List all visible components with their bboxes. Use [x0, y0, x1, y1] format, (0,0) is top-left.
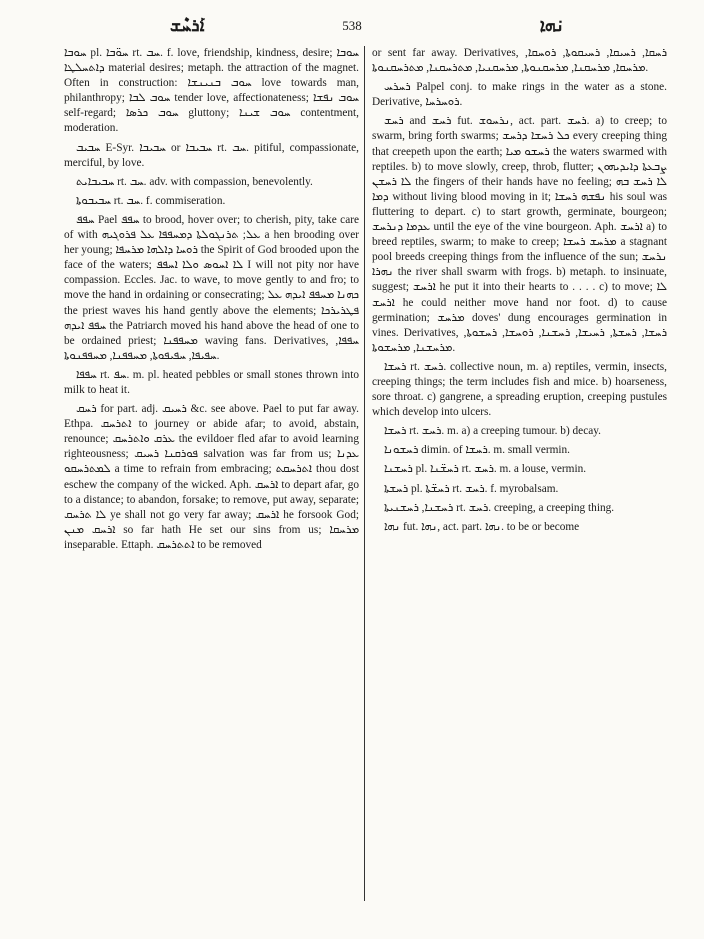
entry-pitiful: ܚܒܝܒ E-Syr. ܚܒܝܒܐ or ܚܒܝܒܐ rt. ܚܒ. pitiful, compassionate, merciful, by love. — [64, 141, 359, 169]
right-column — [372, 46, 667, 539]
entry-creep: ܪܚܫ and ܪܚܫ fut. ܢܪܚܘܫ, act. part. ܪܚܫ. a) to creep; to swarm, bring forth swarms; ܟܠ ܪܚܫܐ ܕܪܚܫ every creeping thing that creepeth upon the earth; ܪܚܫܘ ܡܝܐ the waters swarmed with reptiles. b) to move slowly, creep, throb, flutter; ܨܒܥܬܐ ܕܐܝܕܝܗܘܢ ܠܐ ܪܚܫܢ the fingers of their hands have no feeling; ܠܐ ܪܚܫ ܒܗ ܕܡܐ without living blood moving in it; ܢܦܫܗ ܪܚܫܐ his soul was fluttering to depart. c) to start growth, germinate, bourgeon; ܥܕܡܐ ܕܢܪܚܫ until the eye of the vine bourgeon. Aph. ܐܪܚܫ a) to breed reptiles, swarm; to make to creep; ܡܪܚܫ ܪܚܫܐ a stagnant pool breeds creeping things from the influence of the sun; ܢܪܚܫ ܢܗܪܐ the river shall swarm with frogs. b) metaph. to insinuate, suggest; ܐܪܚܫ he put it into their hearts to . . . . c) to move; ܠܐ ܐܪܚܫ he could neither move hand nor foot. d) to cause germination; ܡܪܚܫ doves' dung encourages germination in vines. Derivatives, ܪܚܫܐ, ܪܚܫܬܐ, ܪܚܝܫܐ, ܪܚܫܢܐ, ܪܘܚܫܐ, ܪܚܫܘܬܐ, ܡܪܚܫܢܐ, ܡܪܚܫܘܬܐ. — [372, 115, 668, 354]
header-left-word: ܐܰܪܚܶܫ — [170, 16, 205, 35]
entry-small-vermin: ܪܚܫܘܢܐ dimin. of ܪܚܫܐ. m. small vermin. — [384, 444, 570, 457]
left-column — [64, 46, 359, 557]
column-divider — [364, 46, 365, 901]
entry-myrobalsam: ܪܚܫܬܐ pl. ܪܚܫ̈ܬܐ rt. ܪܚܫ. f. myrobalsam. — [384, 482, 559, 495]
entry-to-be: ܢܗܐ fut. ܢܗܐ, act. part. ܢܗܐ. to be or become — [384, 520, 580, 533]
page-number: 538 — [342, 18, 362, 33]
entry-louse: ܪܚܫܢܐ pl. ܪܚܫ̈ܢܐ rt. ܪܚܫ. m. a louse, vermin. — [384, 463, 587, 476]
header-right-word: ܢ݁ܗܐ — [539, 16, 564, 35]
entry-heated-pebbles: ܚܦܦܐ rt. ܚܦ. m. pl. heated pebbles or small stones thrown into milk to heat it. — [64, 368, 359, 396]
entry-brood: ܚܦܦ Pael ܚܦܦ to brood, hover over; to cherish, pity, take care of with ܥܠ; ܬܪܢܓܘܠܬܐ ܕܡܚܦܦܐ ܥܠ ܦܪܘܓܝܗ a hen brooding over her young; ܪܘܚܐ ܕܐܠܗܐ ܡܪܚܦܐ the Spirit of God brooded upon the face of the waters; ܠܐ ܐܚܘܣ ܘܠܐ ܐܚܦܦ I will not pity nor have compassion. Eccles. Jac. to wave, to move gently to and fro; to move the hand in ordaining or consecrating; ܟܗܢܐ ܡܚܦܦ ܐܝܕܗ ܥܠ the priest waves his hand gently above the elements; ܦܛܪܝܪܟܐ ܚܦܦ ܐܝܕܗ the Patriarch moved his hand above the head of one to be ordained priest; ܡܚܦܦܢܐ waving fans. Derivatives, ܚܦܦܐ, ܚܦܝܦܐ, ܚܦܝܦܘܬܐ, ܡܚܦܦܢܐ, ܡܚܦܦܢܘܬܐ. — [64, 213, 360, 362]
entry-creeping-tumour: ܪܚܫܐ rt. ܪܚܫ. m. a) a creeping tumour. b) decay. — [384, 425, 601, 438]
page-header — [60, 14, 644, 42]
entry-compassionately: ܚܒܝܒܐܝܬ rt. ܚܒ. adv. with compassion, benevolently. — [76, 175, 313, 188]
entry-commiseration: ܚܒܝܒܘܬܐ rt. ܚܒ. f. commiseration. — [76, 194, 226, 207]
entry-love: ܚܘܒܐ pl. ܚܘ̈ܒܐ rt. ܚܒ. f. love, friendship, kindness, desire; ܚܘܒܐ ܕܐܬܚܠܛܐ material desires; metaph. the attraction of the magnet. Often in construction: ܚܘܒ ܒܢܝܢܫܐ love towards man, philanthropy; ܚܘܒ ܠܒܐ tender love, affectionateness; ܚܘܒ ܢܦܫܐ self-regard; ܚܘܒ ܟܪܣܐ gluttony; ܚܘܒ ܫܝܢܐ contentment, moderation. — [64, 47, 360, 135]
entry-reptiles: ܪܚܫܐ rt. ܪܚܫ. collective noun, m. a) reptiles, vermin, insects, creeping things; the term includes fish and mice. b) hoarseness, sore throat. c) gangrene, a spreading eruption, creeping pustules which develop into ulcers. — [372, 360, 668, 419]
entry-make-rings: ܪܚܪܚ Palpel conj. to make rings in the water as a stone. Derivative, ܪܘܚܪܚܐ. — [372, 81, 667, 109]
entry-sent-far-away: or sent far away. Derivatives, ܪܚܩܐ, ܪܚܝܩܐ, ܪܚܝܩܘܬܐ, ܪܘܚܩܐ, ܡܪܚܩܐ, ܡܪܚܩܢܐ, ܡܪܚܩܢܘܬܐ, ܡܪܚܩܢܝܐ, ܡܬܪܚܩܢܐ, ܡܬܪܚܩܢܘܬܐ. — [372, 47, 668, 75]
entry-put-far-away: ܪܚܩ for part. adj. ܪܚܝܩ &c. see above. Pael to put far away. Ethpa. ܐܬܪܚܩ to journey or abide afar; to avoid, abstain, renounce; ܥܪܩ ܘܐܬܪܚܩ the evildoer fled afar to avoid learning righteousness; ܦܘܪܩܢܐ ܪܚܝܩ salvation was far from us; ܥܕܢܐ ܠܡܬܪܚܩܘ a time to refrain from embracing; ܐܬܪܚܩܬ thou dost eschew the company of the wicked. Aph. ܐܪܚܩ to depart afar, go to a distance; to abandon, forsake; to remove, put away, separate; ܠܐ ܬܪܚܩ ye shall not go very far away; ܐܪܚܩ he forsook God; ܐܪܚܩ ܡܢܢ so far hath He set our sins from us; ܡܪܚܩܐ inseparable. Ettaph. ܐܬܬܪܚܩ to be removed — [64, 403, 360, 551]
entry-creeping-thing: ܪܚܫܢܐ, ܪܚܫܢܝܬܐ rt. ܪܚܫ. creeping, a creeping thing. — [384, 501, 615, 514]
